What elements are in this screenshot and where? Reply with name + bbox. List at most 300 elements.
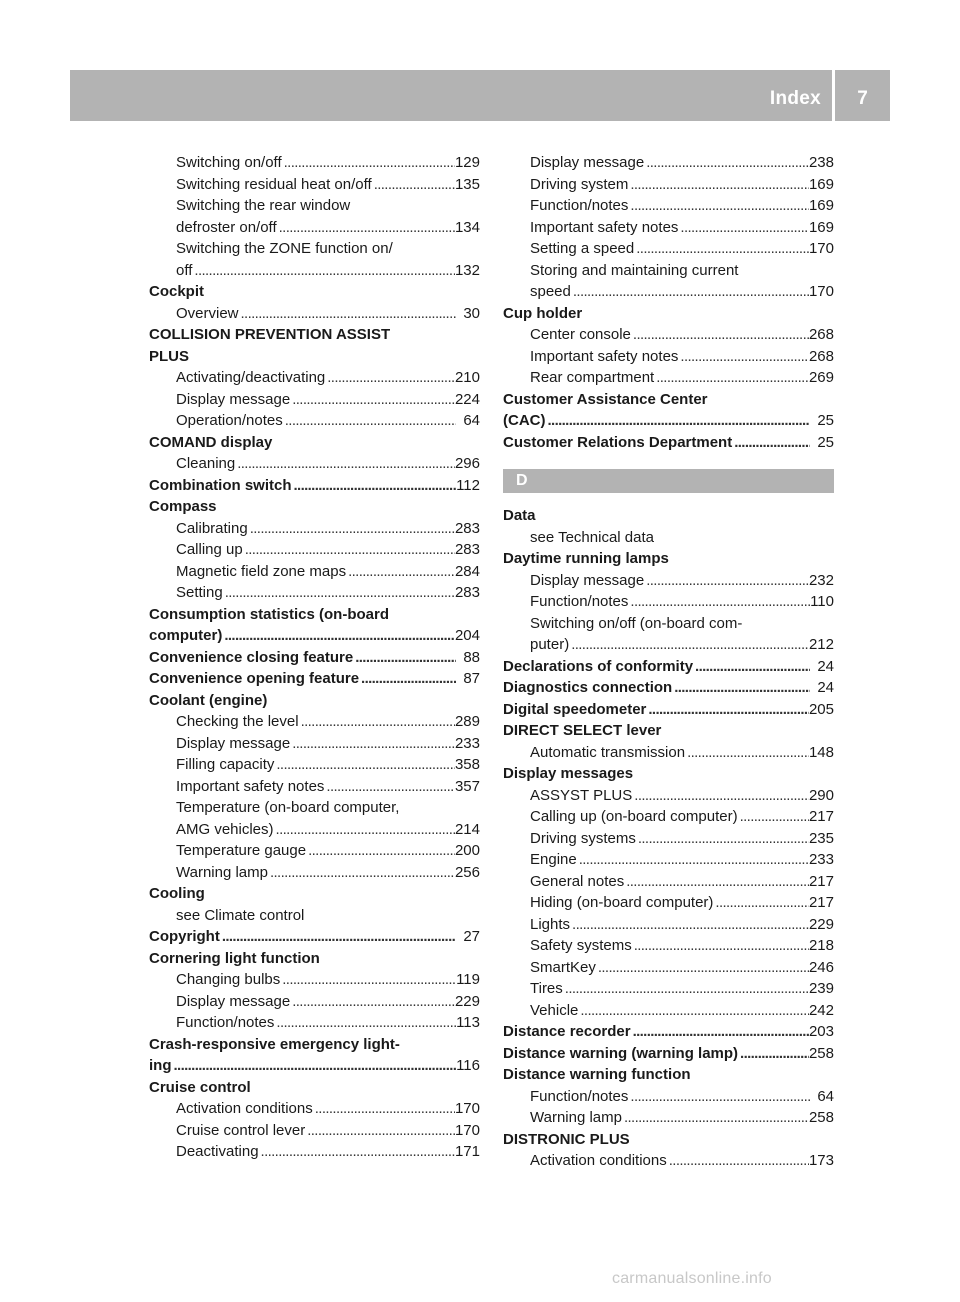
entry-page-number: 170 bbox=[808, 240, 834, 257]
entry-text: Cooling bbox=[149, 885, 205, 902]
entry-page-number: 24 bbox=[817, 657, 834, 675]
index-subentry bbox=[149, 367, 480, 389]
index-subentry bbox=[149, 819, 480, 841]
leader-dots bbox=[732, 432, 810, 454]
entry-text: Setting bbox=[176, 584, 223, 601]
entry-page-number: 283 bbox=[454, 541, 480, 558]
entry-page-number: 27 bbox=[463, 928, 480, 945]
index-subentry bbox=[149, 1141, 480, 1163]
entry-page-number: 238 bbox=[808, 154, 834, 171]
leader-dots bbox=[685, 742, 809, 764]
entry-text: Driving systems bbox=[530, 829, 636, 847]
entry-text: General notes bbox=[530, 872, 625, 890]
leader-dots bbox=[313, 1098, 455, 1120]
entry-text: see Climate control bbox=[176, 906, 305, 924]
entry-text: Temperature gauge bbox=[176, 842, 307, 859]
entry-page-number: 217 bbox=[808, 894, 834, 911]
index-entry bbox=[149, 926, 480, 948]
entry-text: Calling up bbox=[176, 541, 243, 558]
entry-text: Daytime running lamps bbox=[503, 550, 669, 567]
index-subentry bbox=[503, 785, 834, 807]
index-subentry bbox=[503, 260, 834, 282]
leader-dots bbox=[274, 819, 455, 841]
entry-text: Cockpit bbox=[149, 283, 205, 300]
index-subentry bbox=[503, 828, 834, 850]
entry-page-number: 204 bbox=[454, 627, 480, 644]
entry-page-number: 235 bbox=[808, 829, 834, 847]
index-subentry bbox=[503, 346, 834, 368]
index-subentry bbox=[149, 754, 480, 776]
index-subentry bbox=[503, 324, 834, 346]
leader-dots bbox=[631, 324, 809, 346]
index-subentry bbox=[503, 978, 834, 1000]
index-entry bbox=[149, 1055, 480, 1077]
entry-text: Customer Relations Department bbox=[503, 433, 733, 451]
entry-page-number: 25 bbox=[817, 412, 834, 429]
entry-text: Copyright bbox=[149, 928, 220, 945]
entry-page-number: 169 bbox=[808, 218, 834, 236]
index-subentry bbox=[149, 174, 480, 196]
entry-text: Digital speedometer bbox=[503, 700, 647, 718]
entry-text: Overview bbox=[176, 304, 239, 322]
entry-text: Important safety notes bbox=[176, 777, 325, 795]
index-subentry bbox=[503, 281, 834, 303]
index-entries-d bbox=[503, 505, 834, 1172]
entry-text: Function/notes bbox=[530, 593, 629, 610]
leader-dots bbox=[578, 1000, 809, 1022]
index-subentry bbox=[149, 1012, 480, 1034]
entry-text: Display messages bbox=[503, 765, 634, 782]
entry-text: Engine bbox=[530, 851, 577, 868]
entry-page-number: 170 bbox=[808, 283, 834, 300]
entry-page-number: 24 bbox=[817, 679, 834, 696]
entry-page-number: 229 bbox=[454, 992, 480, 1010]
index-entry bbox=[503, 410, 834, 432]
leader-dots bbox=[632, 785, 809, 807]
index-entry bbox=[149, 432, 480, 454]
index-entry bbox=[149, 324, 480, 346]
index-subentry bbox=[149, 711, 480, 733]
index-subentry bbox=[149, 862, 480, 884]
entry-page-number: 218 bbox=[808, 937, 834, 954]
index-entry bbox=[503, 763, 834, 785]
leader-dots bbox=[359, 668, 456, 690]
leader-dots bbox=[306, 840, 455, 862]
entry-text: Function/notes bbox=[176, 1014, 275, 1031]
index-subentry bbox=[503, 152, 834, 174]
entry-text: puter) bbox=[530, 636, 570, 653]
entry-text: AMG vehicles) bbox=[176, 820, 274, 838]
entry-page-number: 233 bbox=[808, 851, 834, 868]
index-subentry bbox=[149, 1098, 480, 1120]
leader-dots bbox=[667, 1150, 809, 1172]
entry-page-number: 88 bbox=[463, 648, 480, 666]
leader-dots bbox=[654, 367, 809, 389]
leader-dots bbox=[274, 1012, 456, 1034]
entry-text: Data bbox=[503, 507, 536, 524]
entry-text: Filling capacity bbox=[176, 756, 275, 773]
entry-page-number: 290 bbox=[808, 786, 834, 804]
entry-page-number: 135 bbox=[454, 175, 480, 193]
leader-dots bbox=[678, 217, 809, 239]
entry-text: speed bbox=[530, 283, 571, 300]
leader-dots bbox=[192, 260, 455, 282]
entry-page-number: 200 bbox=[454, 842, 480, 859]
entry-text: Compass bbox=[149, 498, 217, 515]
entry-page-number: 269 bbox=[808, 369, 834, 386]
entry-text: Declarations of conformity bbox=[503, 657, 694, 675]
index-subentry bbox=[503, 367, 834, 389]
leader-dots bbox=[277, 217, 455, 239]
entry-text: Cup holder bbox=[503, 304, 583, 322]
leader-dots bbox=[222, 625, 455, 647]
leader-dots bbox=[738, 806, 809, 828]
index-entry bbox=[503, 656, 834, 678]
leader-dots bbox=[570, 914, 809, 936]
leader-dots bbox=[372, 174, 455, 196]
index-entry bbox=[149, 475, 480, 497]
entry-text: computer) bbox=[149, 627, 223, 644]
index-column-left bbox=[149, 152, 480, 1163]
index-subentry bbox=[149, 969, 480, 991]
index-subentry bbox=[149, 991, 480, 1013]
leader-dots bbox=[290, 733, 455, 755]
index-entry bbox=[503, 432, 834, 454]
leader-dots bbox=[628, 1086, 810, 1108]
index-entry bbox=[503, 548, 834, 570]
entry-page-number: 205 bbox=[808, 700, 834, 718]
index-subentry bbox=[149, 152, 480, 174]
entry-page-number: 289 bbox=[454, 713, 480, 730]
entry-page-number: 30 bbox=[463, 304, 480, 322]
entry-text: COMAND display bbox=[149, 433, 273, 451]
entry-page-number: 212 bbox=[808, 636, 834, 653]
index-entry bbox=[149, 604, 480, 626]
index-entry bbox=[503, 720, 834, 742]
leader-dots bbox=[220, 926, 456, 948]
index-entry bbox=[149, 690, 480, 712]
entry-page-number: 113 bbox=[456, 1014, 480, 1031]
entry-page-number: 268 bbox=[808, 347, 834, 365]
entry-text: Cruise control lever bbox=[176, 1121, 306, 1139]
index-entry bbox=[503, 699, 834, 721]
leader-dots bbox=[678, 346, 809, 368]
entry-text: Deactivating bbox=[176, 1143, 259, 1160]
entry-page-number: 169 bbox=[808, 197, 834, 214]
entry-page-number: 268 bbox=[808, 326, 834, 343]
entry-text: Display message bbox=[530, 154, 645, 171]
index-subentry bbox=[149, 561, 480, 583]
entry-text: off bbox=[176, 261, 193, 279]
entry-text: COLLISION PREVENTION ASSIST bbox=[149, 326, 391, 343]
index-subentry bbox=[149, 733, 480, 755]
entry-text: Safety systems bbox=[530, 937, 632, 954]
index-subentry bbox=[149, 905, 480, 927]
entry-page-number: 217 bbox=[808, 808, 834, 825]
leader-dots bbox=[248, 518, 455, 540]
index-subentry bbox=[503, 935, 834, 957]
leader-dots bbox=[693, 656, 810, 678]
entry-text: Checking the level bbox=[176, 713, 299, 730]
entry-text: Distance warning function bbox=[503, 1066, 691, 1083]
index-entry bbox=[503, 1064, 834, 1086]
entry-text: Temperature (on-board computer, bbox=[176, 799, 400, 816]
entry-text: Rear compartment bbox=[530, 369, 655, 386]
index-entry bbox=[149, 883, 480, 905]
leader-dots bbox=[738, 1043, 809, 1065]
leader-dots bbox=[596, 957, 809, 979]
entry-text: Display message bbox=[530, 571, 645, 589]
entry-text: Function/notes bbox=[530, 197, 629, 214]
entry-text: Vehicle bbox=[530, 1001, 579, 1019]
entry-text: Magnetic field zone maps bbox=[176, 562, 347, 580]
entry-text: Operation/notes bbox=[176, 412, 283, 429]
leader-dots bbox=[644, 152, 809, 174]
index-subentry bbox=[149, 582, 480, 604]
index-subentry bbox=[503, 742, 834, 764]
leader-dots bbox=[282, 152, 455, 174]
entry-page-number: 210 bbox=[454, 369, 480, 386]
index-subentry bbox=[503, 1000, 834, 1022]
entry-text: SmartKey bbox=[530, 958, 596, 976]
index-entry bbox=[503, 303, 834, 325]
entry-text: see Technical data bbox=[530, 528, 654, 546]
entry-page-number: 358 bbox=[454, 756, 480, 773]
leader-dots bbox=[546, 410, 811, 432]
page-number: 7 bbox=[857, 88, 868, 109]
entry-text: Changing bulbs bbox=[176, 971, 281, 988]
entry-text: DIRECT SELECT lever bbox=[503, 722, 662, 739]
entry-page-number: 134 bbox=[454, 218, 480, 236]
entry-text: Function/notes bbox=[530, 1087, 629, 1105]
index-subentry bbox=[503, 613, 834, 635]
entry-text: Diagnostics connection bbox=[503, 679, 673, 696]
leader-dots bbox=[622, 1107, 809, 1129]
entry-text: Distance recorder bbox=[503, 1023, 631, 1040]
entry-text: Automatic transmission bbox=[530, 743, 686, 761]
index-subentry bbox=[503, 1107, 834, 1129]
entry-text: Activation conditions bbox=[176, 1100, 313, 1117]
leader-dots bbox=[644, 570, 809, 592]
entry-text: Switching on/off bbox=[176, 154, 282, 171]
leader-dots bbox=[259, 1141, 455, 1163]
leader-dots bbox=[290, 991, 455, 1013]
index-entry bbox=[149, 346, 480, 368]
entry-text: Customer Assistance Center bbox=[503, 390, 708, 408]
entry-text: Important safety notes bbox=[530, 218, 679, 236]
leader-dots bbox=[243, 539, 455, 561]
index-subentry bbox=[149, 518, 480, 540]
entry-page-number: 256 bbox=[454, 863, 480, 881]
index-subentry bbox=[149, 840, 480, 862]
leader-dots bbox=[268, 862, 455, 884]
index-subentry bbox=[149, 410, 480, 432]
entry-text: Crash-responsive emergency light- bbox=[149, 1035, 400, 1053]
entry-text: ASSYST PLUS bbox=[530, 786, 633, 804]
index-subentry bbox=[503, 1086, 834, 1108]
index-subentry bbox=[503, 527, 834, 549]
entry-page-number: 284 bbox=[454, 562, 480, 580]
leader-dots bbox=[239, 303, 456, 325]
leader-dots bbox=[280, 969, 456, 991]
entry-text: Switching the ZONE function on/ bbox=[176, 240, 393, 257]
entry-text: Warning lamp bbox=[176, 863, 268, 881]
entry-text: Switching on/off (on-board com- bbox=[530, 614, 743, 632]
leader-dots bbox=[634, 238, 809, 260]
leader-dots bbox=[283, 410, 456, 432]
entry-text: Tires bbox=[530, 980, 563, 997]
leader-dots bbox=[172, 1055, 457, 1077]
index-entry bbox=[149, 281, 480, 303]
entry-page-number: 148 bbox=[808, 743, 834, 761]
entry-page-number: 242 bbox=[808, 1001, 834, 1019]
entry-text: Coolant (engine) bbox=[149, 691, 268, 709]
entry-text: Cleaning bbox=[176, 455, 236, 472]
leader-dots bbox=[235, 453, 455, 475]
entry-text: Display message bbox=[176, 734, 291, 752]
index-subentry bbox=[503, 957, 834, 979]
section-letter-d: D bbox=[503, 469, 834, 493]
index-subentry bbox=[503, 174, 834, 196]
index-subentry bbox=[149, 260, 480, 282]
entry-text: Driving system bbox=[530, 175, 629, 193]
entry-page-number: 132 bbox=[454, 261, 480, 279]
index-subentry bbox=[149, 195, 480, 217]
index-entry bbox=[149, 1077, 480, 1099]
leader-dots bbox=[299, 711, 455, 733]
entry-page-number: 64 bbox=[817, 1087, 834, 1105]
entry-text: (CAC) bbox=[503, 412, 546, 429]
entry-page-number: 283 bbox=[454, 519, 480, 537]
entry-text: defroster on/off bbox=[176, 218, 277, 236]
entry-text: Switching the rear window bbox=[176, 197, 351, 214]
index-subentry bbox=[503, 892, 834, 914]
leader-dots bbox=[631, 1021, 809, 1043]
index-subentry bbox=[149, 776, 480, 798]
leader-dots bbox=[292, 475, 457, 497]
index-entry bbox=[149, 625, 480, 647]
index-entry bbox=[149, 668, 480, 690]
entry-page-number: 296 bbox=[454, 455, 480, 472]
entry-text: Activating/deactivating bbox=[176, 369, 326, 386]
entry-text: Display message bbox=[176, 992, 291, 1010]
leader-dots bbox=[632, 935, 809, 957]
leader-dots bbox=[628, 591, 810, 613]
entry-page-number: 112 bbox=[456, 476, 480, 494]
entry-text: Convenience closing feature bbox=[149, 648, 354, 666]
entry-text: Cruise control bbox=[149, 1078, 251, 1096]
index-entries-c bbox=[503, 152, 834, 453]
entry-text: Lights bbox=[530, 915, 571, 933]
index-entry bbox=[503, 505, 834, 527]
entry-page-number: 170 bbox=[454, 1100, 480, 1117]
index-subentry bbox=[149, 303, 480, 325]
entry-page-number: 119 bbox=[456, 971, 480, 988]
leader-dots bbox=[353, 647, 456, 669]
index-entry bbox=[503, 677, 834, 699]
watermark: carmanualsonline.info bbox=[612, 1270, 772, 1287]
entry-page-number: 232 bbox=[808, 571, 834, 589]
entry-text: Setting a speed bbox=[530, 240, 635, 257]
entry-page-number: 116 bbox=[456, 1057, 480, 1074]
leader-dots bbox=[305, 1120, 455, 1142]
entry-text: Cornering light function bbox=[149, 949, 320, 967]
index-subentry bbox=[503, 806, 834, 828]
index-subentry bbox=[503, 570, 834, 592]
index-subentry bbox=[503, 634, 834, 656]
index-subentry bbox=[149, 389, 480, 411]
entry-text: DISTRONIC PLUS bbox=[503, 1130, 630, 1148]
page-title: Index bbox=[769, 88, 821, 109]
entry-text: Calling up (on-board computer) bbox=[530, 808, 738, 825]
leader-dots bbox=[346, 561, 455, 583]
index-entry bbox=[503, 1043, 834, 1065]
index-column-right bbox=[503, 152, 834, 1172]
index-subentry bbox=[149, 217, 480, 239]
index-subentry bbox=[503, 217, 834, 239]
leader-dots bbox=[223, 582, 455, 604]
index-subentry bbox=[149, 453, 480, 475]
index-subentry bbox=[149, 1120, 480, 1142]
leader-dots bbox=[274, 754, 455, 776]
leader-dots bbox=[325, 367, 455, 389]
index-entry bbox=[149, 1034, 480, 1056]
entry-text: Combination switch bbox=[149, 476, 292, 494]
entry-page-number: 258 bbox=[808, 1109, 834, 1126]
index-subentry bbox=[503, 591, 834, 613]
leader-dots bbox=[628, 174, 809, 196]
entry-page-number: 217 bbox=[808, 872, 834, 890]
leader-dots bbox=[324, 776, 455, 798]
index-subentry bbox=[149, 797, 480, 819]
entry-page-number: 169 bbox=[808, 175, 834, 193]
entry-text: Distance warning (warning lamp) bbox=[503, 1044, 739, 1062]
index-entry bbox=[503, 1129, 834, 1151]
entry-text: Center console bbox=[530, 326, 631, 343]
leader-dots bbox=[290, 389, 455, 411]
index-subentry bbox=[503, 871, 834, 893]
index-entry bbox=[149, 496, 480, 518]
entry-page-number: 203 bbox=[808, 1023, 834, 1040]
leader-dots bbox=[646, 699, 809, 721]
entry-page-number: 129 bbox=[454, 154, 480, 171]
leader-dots bbox=[672, 677, 810, 699]
index-entry bbox=[503, 1021, 834, 1043]
entry-page-number: 170 bbox=[454, 1121, 480, 1139]
entry-text: ing bbox=[149, 1057, 172, 1074]
index-subentry bbox=[503, 195, 834, 217]
leader-dots bbox=[577, 849, 809, 871]
index-subentry bbox=[503, 849, 834, 871]
entry-page-number: 25 bbox=[817, 433, 834, 451]
entry-page-number: 258 bbox=[808, 1044, 834, 1062]
entry-page-number: 283 bbox=[454, 584, 480, 601]
index-subentry bbox=[503, 238, 834, 260]
entry-page-number: 224 bbox=[454, 390, 480, 408]
leader-dots bbox=[636, 828, 809, 850]
entry-text: Convenience opening feature bbox=[149, 670, 360, 687]
entry-page-number: 239 bbox=[808, 980, 834, 997]
index-subentry bbox=[149, 238, 480, 260]
entry-text: Consumption statistics (on-board bbox=[149, 605, 389, 623]
entry-text: PLUS bbox=[149, 347, 190, 365]
entry-text: Hiding (on-board computer) bbox=[530, 894, 714, 911]
leader-dots bbox=[569, 634, 809, 656]
entry-text: Important safety notes bbox=[530, 347, 679, 365]
entry-page-number: 173 bbox=[808, 1152, 834, 1169]
entry-page-number: 229 bbox=[808, 915, 834, 933]
entry-page-number: 246 bbox=[808, 958, 834, 976]
